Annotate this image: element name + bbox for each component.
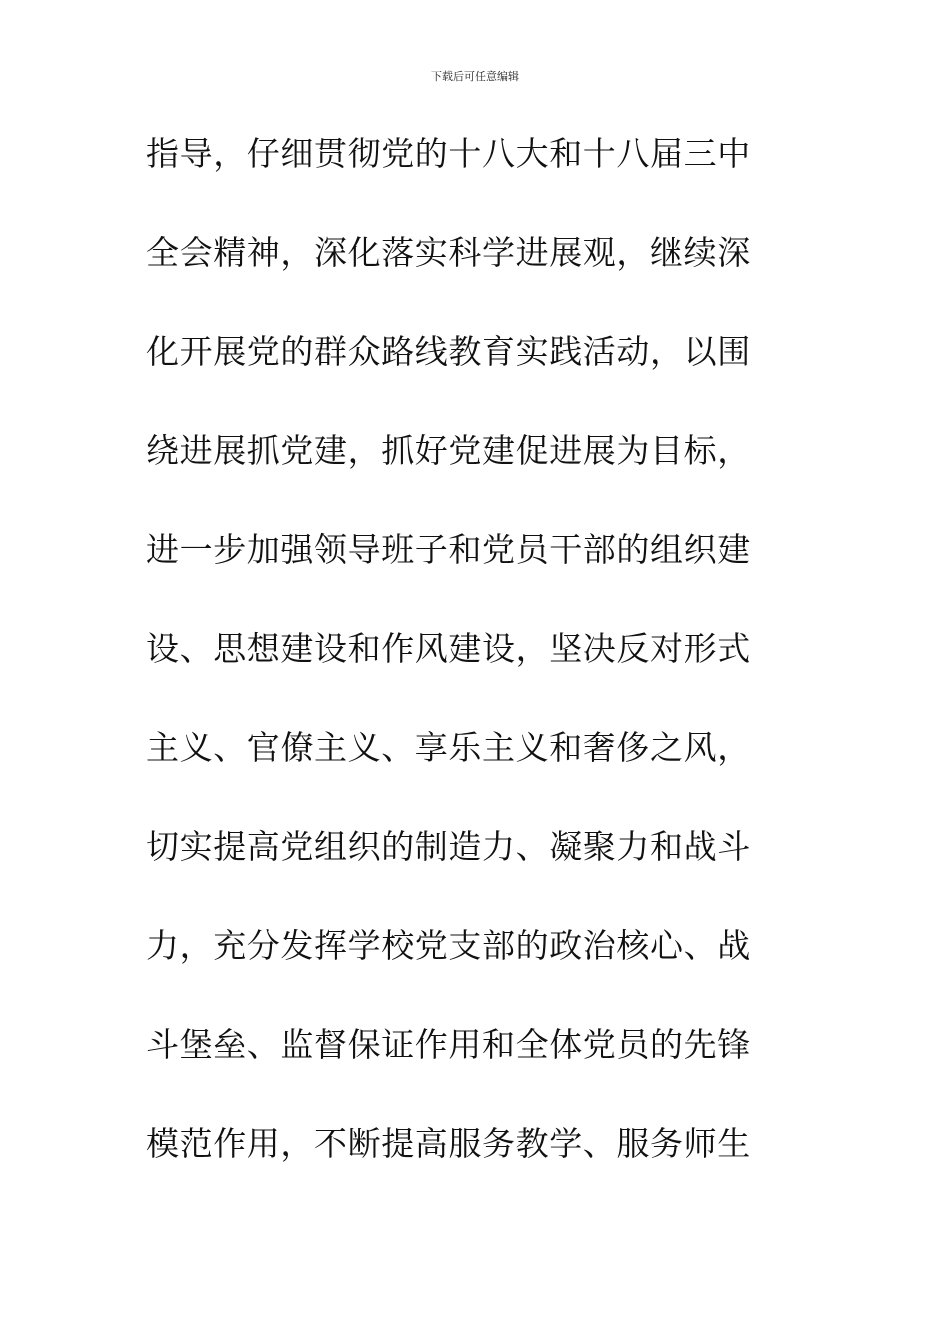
page-header-note: 下载后可任意编辑 bbox=[431, 70, 519, 83]
text-line: 主义、官僚主义、享乐主义和奢侈之风， bbox=[146, 728, 751, 767]
text-line: 全会精神，深化落实科学进展观，继续深 bbox=[146, 233, 751, 272]
text-line: 设、思想建设和作风建设，坚决反对形式 bbox=[146, 629, 751, 668]
text-line: 指导，仔细贯彻党的十八大和十八届三中 bbox=[146, 134, 751, 173]
text-line: 绕进展抓党建，抓好党建促进展为目标， bbox=[146, 431, 751, 470]
text-line: 模范作用，不断提高服务教学、服务师生 bbox=[146, 1124, 751, 1163]
text-line: 切实提高党组织的制造力、凝聚力和战斗 bbox=[146, 827, 751, 866]
text-line: 化开展党的群众路线教育实践活动，以围 bbox=[146, 332, 751, 371]
body-paragraph bbox=[146, 124, 786, 1213]
text-line: 进一步加强领导班子和党员干部的组织建 bbox=[146, 530, 751, 569]
text-line: 斗堡垒、监督保证作用和全体党员的先锋 bbox=[146, 1025, 751, 1064]
text-line: 力，充分发挥学校党支部的政治核心、战 bbox=[146, 926, 751, 965]
